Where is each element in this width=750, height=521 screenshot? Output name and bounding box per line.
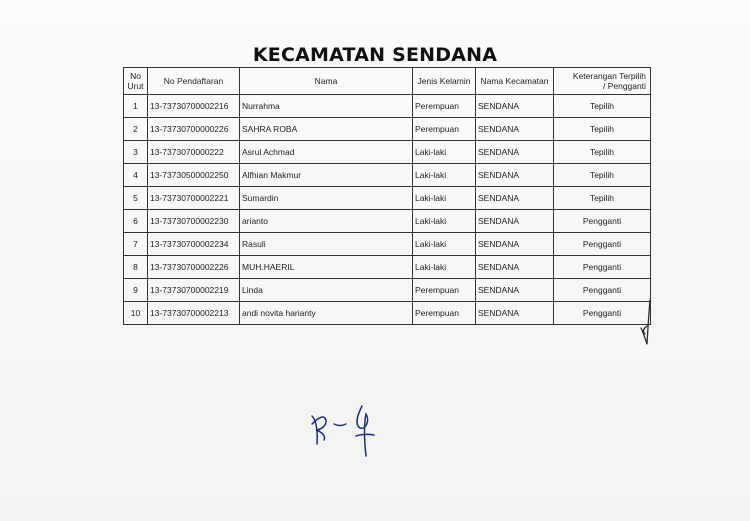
row-note-cell: Pengganti [554, 256, 651, 279]
row-no-cell: 9 [124, 279, 148, 302]
table-row [124, 233, 651, 256]
row-no-cell: 5 [124, 187, 148, 210]
table-row [124, 164, 651, 187]
row-no-cell: 6 [124, 210, 148, 233]
table-row [124, 279, 651, 302]
row-registration-cell: 13-73730700002219 [148, 279, 240, 302]
row-district-cell: SENDANA [476, 279, 554, 302]
table-header-row [124, 68, 651, 95]
row-no-cell: 10 [124, 302, 148, 325]
table-row [124, 118, 651, 141]
row-note-cell: Pengganti [554, 233, 651, 256]
row-district-cell: SENDANA [476, 187, 554, 210]
row-no-cell: 4 [124, 164, 148, 187]
row-name-cell: Asrul Achmad [240, 141, 413, 164]
row-note-cell: Pengganti [554, 210, 651, 233]
page-title: KECAMATAN SENDANA [252, 44, 498, 66]
row-registration-cell: 13-73730700000226 [148, 118, 240, 141]
row-name-cell: arianto [240, 210, 413, 233]
header-note: Keterangan Terpilih / Pengganti [554, 68, 651, 95]
row-district-cell: SENDANA [476, 141, 554, 164]
row-note-cell: Tepilih [554, 141, 651, 164]
row-district-cell: SENDANA [476, 256, 554, 279]
row-registration-cell: 13-73730700002234 [148, 233, 240, 256]
row-note-cell: Pengganti [554, 279, 651, 302]
row-registration-cell: 13-73730700002230 [148, 210, 240, 233]
margin-initial-signature [636, 298, 658, 350]
row-name-cell: Rasuli [240, 233, 413, 256]
header-no-urut: No Urut [124, 68, 148, 95]
header-district: Nama Kecamatan [476, 68, 554, 95]
row-no-cell: 2 [124, 118, 148, 141]
row-gender-cell: Laki-laki [413, 141, 476, 164]
row-note-cell: Tepilih [554, 164, 651, 187]
table-row [124, 210, 651, 233]
row-registration-cell: 13-73730700002216 [148, 95, 240, 118]
row-no-cell: 8 [124, 256, 148, 279]
row-registration-cell: 13-73730700002213 [148, 302, 240, 325]
row-name-cell: Sumardin [240, 187, 413, 210]
registration-table [123, 67, 651, 325]
row-name-cell: SAHRA ROBA [240, 118, 413, 141]
row-registration-cell: 13-73730700002221 [148, 187, 240, 210]
row-district-cell: SENDANA [476, 233, 554, 256]
row-name-cell: Nurrahma [240, 95, 413, 118]
row-name-cell: MUH.HAERIL [240, 256, 413, 279]
row-gender-cell: Laki-laki [413, 233, 476, 256]
row-no-cell: 7 [124, 233, 148, 256]
row-gender-cell: Perempuan [413, 302, 476, 325]
paraf-signature [300, 400, 380, 462]
row-district-cell: SENDANA [476, 164, 554, 187]
header-registration-number: No Pendaftaran [148, 68, 240, 95]
table-row [124, 141, 651, 164]
row-note-cell: Pengganti [554, 302, 651, 325]
row-gender-cell: Perempuan [413, 95, 476, 118]
row-gender-cell: Laki-laki [413, 164, 476, 187]
row-district-cell: SENDANA [476, 95, 554, 118]
row-district-cell: SENDANA [476, 118, 554, 141]
row-name-cell: Alfhian Makmur [240, 164, 413, 187]
row-gender-cell: Perempuan [413, 118, 476, 141]
row-gender-cell: Laki-laki [413, 187, 476, 210]
row-registration-cell: 13-73730700002226 [148, 256, 240, 279]
table-row [124, 95, 651, 118]
row-gender-cell: Perempuan [413, 279, 476, 302]
row-note-cell: Tepilih [554, 95, 651, 118]
table-row [124, 302, 651, 325]
row-note-cell: Tepilih [554, 187, 651, 210]
table-row [124, 256, 651, 279]
header-gender: Jenis Kelamin [413, 68, 476, 95]
row-gender-cell: Laki-laki [413, 256, 476, 279]
header-name: Nama [240, 68, 413, 95]
row-no-cell: 1 [124, 95, 148, 118]
row-gender-cell: Laki-laki [413, 210, 476, 233]
row-registration-cell: 13-7373070000222 [148, 141, 240, 164]
row-note-cell: Tepilih [554, 118, 651, 141]
row-name-cell: Linda [240, 279, 413, 302]
row-name-cell: andi novita harianty [240, 302, 413, 325]
row-district-cell: SENDANA [476, 302, 554, 325]
row-registration-cell: 13-73730500002250 [148, 164, 240, 187]
table-row [124, 187, 651, 210]
row-district-cell: SENDANA [476, 210, 554, 233]
row-no-cell: 3 [124, 141, 148, 164]
